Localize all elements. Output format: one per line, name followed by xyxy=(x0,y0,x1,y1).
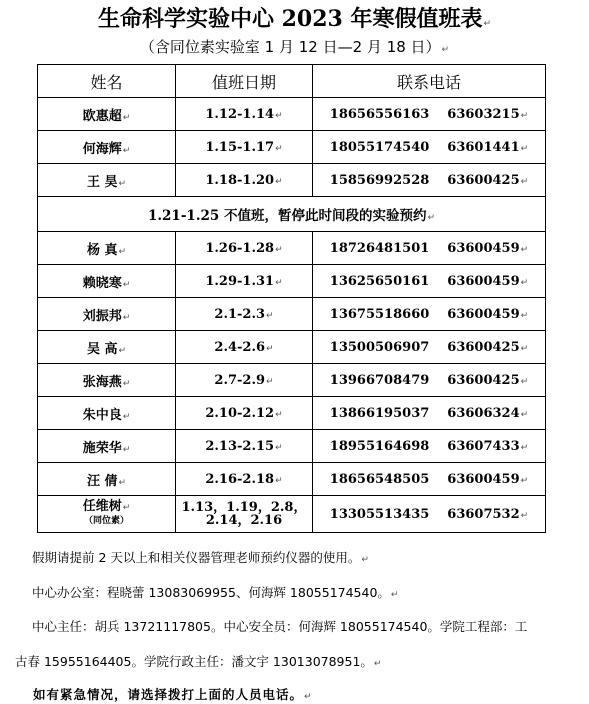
paragraph-mark-icon: ↵ xyxy=(520,510,529,521)
paragraph-mark-icon: ↵ xyxy=(122,279,131,290)
paragraph-mark-icon: ↵ xyxy=(275,143,283,154)
mobile-text: 18726481501 xyxy=(329,240,430,256)
office-text: 63607433 xyxy=(447,438,520,454)
paragraph-mark-icon: ↵ xyxy=(520,442,529,453)
table-header-row xyxy=(38,65,546,98)
cell-phone xyxy=(313,397,546,430)
name-text: 张海燕 xyxy=(82,374,122,390)
cell-phone xyxy=(313,265,546,298)
name-note-text: （同位素） xyxy=(83,516,129,526)
cell-phone xyxy=(313,131,546,164)
cell-dates xyxy=(176,298,313,331)
footer-line3-text: 中心主任：胡兵 13721117805。中心安全员：何海辉 18055174540。学院工程部：工 xyxy=(32,619,528,634)
cell-dates xyxy=(176,430,313,463)
paragraph-mark-icon: ↵ xyxy=(275,110,283,121)
dates-text: 1.12-1.14 xyxy=(205,106,275,122)
paragraph-mark-icon: ↵ xyxy=(520,310,529,321)
paragraph-mark-icon: ↵ xyxy=(266,343,274,354)
paragraph-mark-icon: ↵ xyxy=(441,45,450,55)
cell-phone xyxy=(313,430,546,463)
cell-dates xyxy=(176,364,313,397)
dates-line2-text: 2.14，2.16 xyxy=(205,513,283,528)
table-row xyxy=(38,98,546,131)
office-text: 63600459 xyxy=(447,471,520,487)
mobile-text: 13966708479 xyxy=(329,372,430,388)
name-text: 刘振邦 xyxy=(82,308,122,324)
paragraph-mark-icon: ↵ xyxy=(275,244,283,255)
mobile-text: 18955164698 xyxy=(329,438,430,454)
dates-text: 2.16-2.18 xyxy=(205,471,275,487)
paragraph-mark-icon: ↵ xyxy=(520,376,529,387)
dates-text: 2.4-2.6 xyxy=(214,339,266,355)
table-row xyxy=(38,364,546,397)
paragraph-mark-icon: ↵ xyxy=(266,310,274,321)
paragraph-mark-icon: ↵ xyxy=(304,692,313,702)
paragraph-mark-icon: ↵ xyxy=(122,145,131,156)
paragraph-mark-icon: ↵ xyxy=(520,176,529,187)
cell-dates xyxy=(176,164,313,197)
name-text: 施荣华 xyxy=(82,440,122,456)
paragraph-mark-icon: ↵ xyxy=(427,213,436,223)
table-row xyxy=(38,331,546,364)
cell-name xyxy=(38,364,176,397)
office-text: 63600459 xyxy=(447,306,520,322)
name-text: 朱中良 xyxy=(82,407,122,423)
office-text: 63606324 xyxy=(447,405,520,421)
name-text: 杨 真 xyxy=(86,242,118,258)
column-header-phone: 联系电话 xyxy=(313,65,546,98)
office-text: 63600425 xyxy=(447,172,520,188)
cell-name xyxy=(38,164,176,197)
name-text: 汪 倩 xyxy=(86,473,118,489)
paragraph-mark-icon: ↵ xyxy=(390,590,399,600)
name-text: 赖晓寒 xyxy=(82,275,122,291)
paragraph-mark-icon: ↵ xyxy=(520,110,529,121)
name-text: 欧惠超 xyxy=(82,108,122,124)
cell-name xyxy=(38,496,176,533)
cell-dates xyxy=(176,232,313,265)
cell-dates xyxy=(176,496,313,533)
mobile-text: 13675518660 xyxy=(329,306,430,322)
cell-phone xyxy=(313,364,546,397)
dates-text: 2.1-2.3 xyxy=(214,306,266,322)
name-text: 任维树 xyxy=(82,499,122,514)
cell-phone xyxy=(313,463,546,496)
notice-text: 1.21-1.25 不值班，暂停此时间段的实验预约 xyxy=(147,208,427,224)
paragraph-mark-icon: ↵ xyxy=(520,475,529,486)
table-row xyxy=(38,265,546,298)
paragraph-mark-icon: ↵ xyxy=(275,277,283,288)
footer-note-office xyxy=(32,583,589,601)
paragraph-mark-icon: ↵ xyxy=(275,442,283,453)
dates-text: 1.15-1.17 xyxy=(205,139,275,155)
cell-name xyxy=(38,98,176,131)
cell-name xyxy=(38,463,176,496)
dates-text: 1.18-1.20 xyxy=(205,172,275,188)
office-text: 63600425 xyxy=(447,339,520,355)
footer-emergency-note xyxy=(33,685,589,703)
mobile-text: 13500506907 xyxy=(329,339,430,355)
dates-text: 1.26-1.28 xyxy=(205,240,275,256)
mobile-text: 18656556163 xyxy=(329,106,430,122)
name-text: 吴 高 xyxy=(86,341,118,357)
cell-name xyxy=(38,397,176,430)
mobile-text: 15856992528 xyxy=(329,172,430,188)
cell-dates xyxy=(176,463,313,496)
table-row xyxy=(38,397,546,430)
cell-name xyxy=(38,430,176,463)
cell-dates xyxy=(176,131,313,164)
duty-roster-table xyxy=(37,64,546,533)
cell-phone xyxy=(313,232,546,265)
column-header-name: 姓名 xyxy=(38,65,176,98)
cell-dates xyxy=(176,265,313,298)
cell-dates xyxy=(176,98,313,131)
paragraph-mark-icon: ↵ xyxy=(483,19,492,29)
footer-line4-text: 古春 15955164405。学院行政主任：潘文宇 13013078951。 xyxy=(15,654,373,669)
cell-name xyxy=(38,265,176,298)
paragraph-mark-icon: ↵ xyxy=(118,246,127,257)
cell-phone xyxy=(313,496,546,533)
dates-text: 2.13-2.15 xyxy=(205,438,275,454)
paragraph-mark-icon: ↵ xyxy=(520,409,529,420)
office-text: 63607532 xyxy=(447,506,520,522)
cell-name xyxy=(38,131,176,164)
dates-line1-text: 1.13，1.19，2.8， xyxy=(181,500,307,515)
paragraph-mark-icon: ↵ xyxy=(122,444,131,455)
paragraph-mark-icon: ↵ xyxy=(122,411,131,422)
table-row xyxy=(38,496,546,533)
paragraph-mark-icon: ↵ xyxy=(520,343,529,354)
paragraph-mark-icon: ↵ xyxy=(520,143,529,154)
cell-phone xyxy=(313,298,546,331)
table-row xyxy=(38,131,546,164)
mobile-text: 13866195037 xyxy=(329,405,430,421)
name-text: 王 昊 xyxy=(86,174,118,190)
dates-text: 2.7-2.9 xyxy=(214,372,266,388)
paragraph-mark-icon: ↵ xyxy=(361,555,369,565)
footer-note-booking xyxy=(32,548,589,566)
cell-phone xyxy=(313,331,546,364)
office-text: 63600425 xyxy=(447,372,520,388)
office-text: 63600459 xyxy=(447,273,520,289)
page-title-text: 生命科学实验中心 2023 年寒假值班表 xyxy=(97,6,483,32)
paragraph-mark-icon: ↵ xyxy=(122,312,131,323)
footer-note-engineering xyxy=(15,652,589,670)
column-header-dates: 值班日期 xyxy=(176,65,313,98)
mobile-text: 13625650161 xyxy=(329,273,430,289)
cell-name xyxy=(38,331,176,364)
paragraph-mark-icon: ↵ xyxy=(122,112,131,123)
paragraph-mark-icon: ↵ xyxy=(275,475,283,486)
paragraph-mark-icon: ↵ xyxy=(373,659,382,669)
cell-name xyxy=(38,298,176,331)
paragraph-mark-icon: ↵ xyxy=(275,176,283,187)
table-row xyxy=(38,298,546,331)
paragraph-mark-icon: ↵ xyxy=(118,477,127,488)
paragraph-mark-icon: ↵ xyxy=(122,503,131,513)
paragraph-mark-icon: ↵ xyxy=(118,178,127,189)
cell-dates xyxy=(176,397,313,430)
cell-phone xyxy=(313,98,546,131)
table-row xyxy=(38,463,546,496)
office-text: 63600459 xyxy=(447,240,520,256)
office-text: 63601441 xyxy=(447,139,520,155)
cell-name xyxy=(38,232,176,265)
table-row xyxy=(38,430,546,463)
paragraph-mark-icon: ↵ xyxy=(520,277,529,288)
page-subtitle xyxy=(0,36,589,57)
notice-row xyxy=(38,197,546,232)
paragraph-mark-icon: ↵ xyxy=(122,378,131,389)
paragraph-mark-icon: ↵ xyxy=(118,345,127,356)
cell-dates xyxy=(176,331,313,364)
paragraph-mark-icon: ↵ xyxy=(520,244,529,255)
page-subtitle-text: （含同位素实验室 1 月 12 日—2 月 18 日） xyxy=(139,38,441,56)
dates-text: 2.10-2.12 xyxy=(205,405,275,421)
notice-cell xyxy=(38,197,546,232)
cell-phone xyxy=(313,164,546,197)
dates-text: 1.29-1.31 xyxy=(205,273,275,289)
name-text: 何海辉 xyxy=(82,141,122,157)
footer-line2-text: 中心办公室：程晓蕾 13083069955、何海辉 18055174540。 xyxy=(32,585,390,600)
table-row xyxy=(38,164,546,197)
mobile-text: 18656548505 xyxy=(329,471,430,487)
table-row xyxy=(38,232,546,265)
office-text: 63603215 xyxy=(447,106,520,122)
page-title xyxy=(0,2,589,33)
paragraph-mark-icon: ↵ xyxy=(266,376,274,387)
mobile-text: 18055174540 xyxy=(329,139,430,155)
footer-line5-text: 如有紧急情况，请选择拨打上面的人员电话。 xyxy=(33,687,304,702)
paragraph-mark-icon: ↵ xyxy=(275,409,283,420)
footer-note-directors xyxy=(32,617,589,635)
mobile-text: 13305513435 xyxy=(329,506,430,522)
footer-line1-text: 假期请提前 2 天以上和相关仪器管理老师预约仪器的使用。 xyxy=(32,550,361,565)
